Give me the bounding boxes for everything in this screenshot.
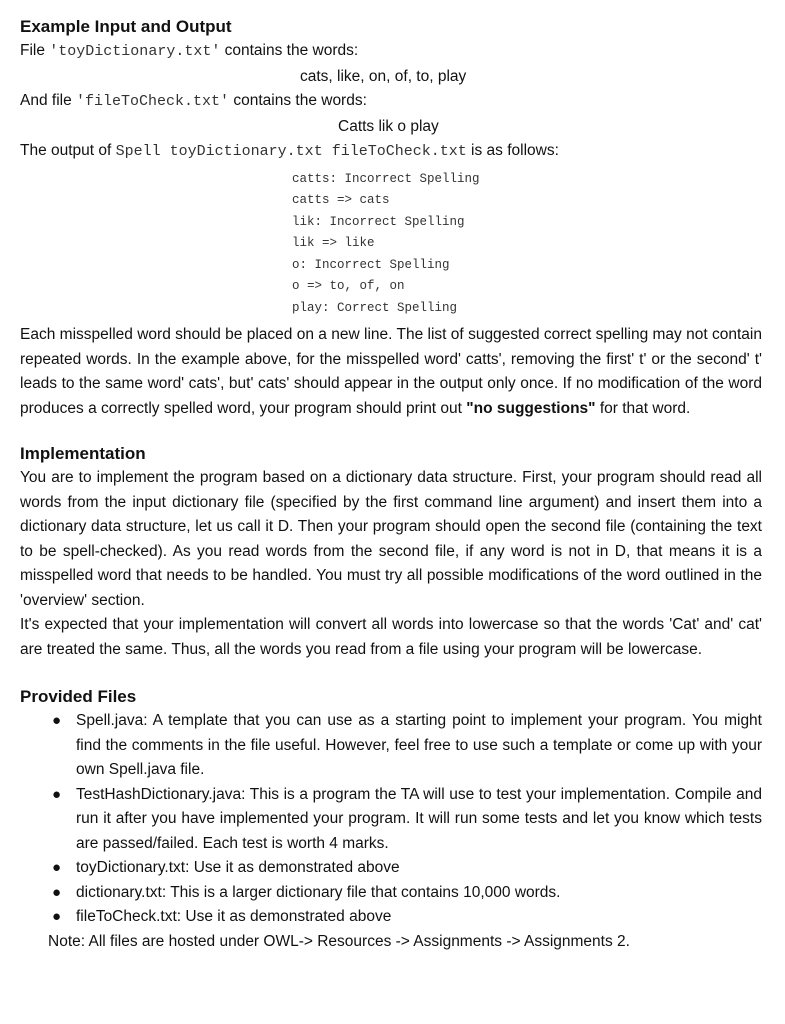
bullet-icon: ● [52, 859, 62, 876]
implementation-heading: Implementation [20, 444, 146, 463]
line1-text-pre: File [20, 42, 50, 59]
bullet-icon: ● [52, 883, 62, 901]
output-line: play: Correct Spelling [292, 300, 458, 315]
output-line: lik => like [292, 236, 375, 250]
provided-files-heading: Provided Files [20, 687, 137, 706]
list-item-text: TestHashDictionary.java: This is a program the TA will use to test your implementation. Compile and run it after you have implemented your program. It will run some tests and let you know which tests are passed/failed. Each test is worth 4 marks. [76, 785, 762, 852]
output-line: catts: Incorrect Spelling [292, 171, 480, 186]
dictionary-words: cats, like, on, of, to, play [300, 67, 467, 85]
example-line-2 [20, 89, 762, 115]
line2-text-pre: And file [20, 92, 77, 109]
file-to-check-filename: 'fileToCheck.txt' [76, 93, 230, 110]
list-item [20, 783, 762, 857]
output-line: o: Incorrect Spelling [292, 257, 450, 272]
list-item-text: fileToCheck.txt: Use it as demonstrated above [76, 908, 392, 925]
list-item-text: Spell.java: A template that you can use as a starting point to implement your program. You might find the comments in the file useful. However, feel free to use such a template or come up with your own Spell.java file. [76, 712, 762, 778]
document-page [20, 14, 762, 954]
output-line: o => to, of, on [292, 279, 405, 293]
output-line: lik: Incorrect Spelling [292, 214, 465, 229]
files-note: Note: All files are hosted under OWL-> Resources -> Assignments -> Assignments 2. [48, 932, 630, 950]
bullet-icon: ● [52, 785, 62, 803]
line1-text-post: contains the words: [220, 42, 359, 59]
line3-text-pre: The output of [20, 142, 116, 159]
list-item-text: toyDictionary.txt: Use it as demonstrated above [76, 859, 400, 876]
spell-command: Spell toyDictionary.txt fileToCheck.txt [115, 143, 467, 160]
provided-files-list [20, 709, 762, 930]
implementation-paragraph-1: You are to implement the program based on a dictionary data structure. First, your program should read all words from the input dictionary file (specified by the first command line argument) and insert them into a dictionary data structure, let us call it D. Then your program should open the second file (containing the text to be spell-checked). As you read words from the second file, if any word is not in D, that means it is a misspelled word that needs to be handled. You must try all possible modifications of the word outlined in the 'overview' section. [20, 469, 762, 609]
example-line-1 [20, 39, 762, 65]
output-line: catts => cats [292, 193, 390, 207]
implementation-paragraph-2: It's expected that your implementation will convert all words into lowercase so that the words 'Cat' and' cat' are treated the same. Thus, all the words you read from a file using your program will be lowercase. [20, 616, 762, 658]
list-item [20, 905, 762, 930]
output-code-block [292, 169, 762, 320]
bullet-icon: ● [52, 712, 62, 729]
misspelled-paragraph-end: for that word. [595, 399, 691, 417]
list-item-text: dictionary.txt: This is a larger dictionary file that contains 10,000 words. [76, 883, 561, 901]
list-item [20, 881, 762, 906]
misspelled-paragraph [20, 323, 762, 421]
line2-text-post: contains the words: [229, 92, 367, 109]
toy-dictionary-filename: 'toyDictionary.txt' [49, 43, 221, 60]
check-words: Catts lik o play [338, 117, 439, 135]
line3-text-post: is as follows: [466, 142, 559, 159]
bullet-icon: ● [52, 908, 62, 925]
list-item [20, 709, 762, 783]
example-heading: Example Input and Output [20, 17, 232, 36]
example-line-3 [20, 139, 762, 165]
list-item [20, 856, 762, 881]
misspelled-paragraph-text: Each misspelled word should be placed on a new line. The list of suggested correct spelling may not contain repeated words. In the example above, for the misspelled word' catts', removing the first' t' or the second' t' leads to the same word' cats', but' cats' should appear in the output only once. If no modification of the word produces a correctly spelled word, your program should print out [20, 326, 762, 417]
no-suggestions-text: "no suggestions" [466, 399, 596, 417]
